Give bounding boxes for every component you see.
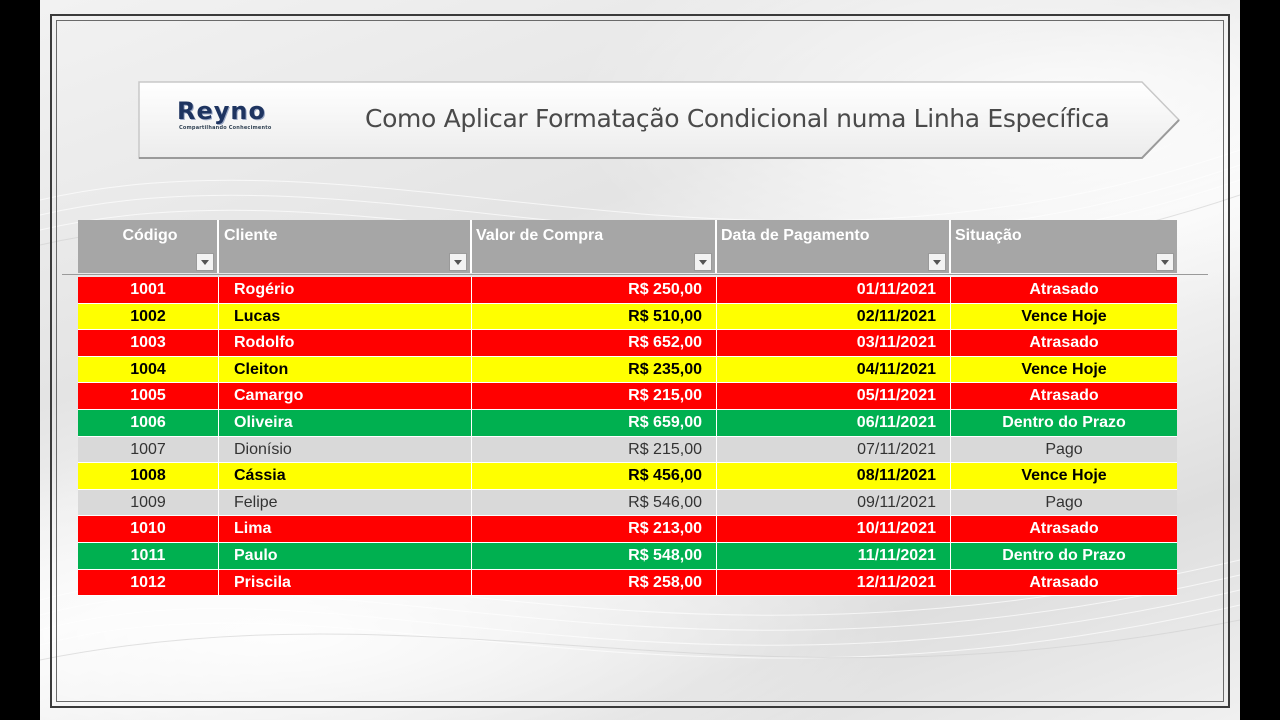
cell-cliente[interactable]: Felipe [219, 490, 472, 517]
cell-data[interactable]: 01/11/2021 [717, 277, 951, 304]
cell-codigo[interactable]: 1004 [78, 357, 219, 384]
cell-situacao[interactable]: Dentro do Prazo [951, 543, 1177, 570]
table-row[interactable] [78, 437, 1177, 464]
table-row[interactable] [78, 277, 1177, 304]
header-label: Código [122, 227, 178, 244]
cell-data[interactable]: 07/11/2021 [717, 437, 951, 464]
table-header-row [78, 220, 1177, 273]
header-codigo [78, 220, 219, 273]
cell-cliente[interactable]: Lima [219, 516, 472, 543]
cell-situacao[interactable]: Vence Hoje [951, 463, 1177, 490]
table-row[interactable] [78, 463, 1177, 490]
cell-codigo[interactable]: 1001 [78, 277, 219, 304]
cell-data[interactable]: 12/11/2021 [717, 570, 951, 597]
cell-codigo[interactable]: 1003 [78, 330, 219, 357]
cell-valor[interactable]: R$ 546,00 [472, 490, 717, 517]
table-row[interactable] [78, 383, 1177, 410]
cell-data[interactable]: 02/11/2021 [717, 304, 951, 331]
table-row[interactable] [78, 410, 1177, 437]
header-label: Situação [955, 227, 1022, 244]
header-data [717, 220, 951, 273]
cell-data[interactable]: 05/11/2021 [717, 383, 951, 410]
logo-tagline: Compartilhando Conhecimento [179, 125, 272, 131]
cell-situacao[interactable]: Pago [951, 437, 1177, 464]
header-divider [62, 274, 1208, 275]
header-cliente [219, 220, 472, 273]
cell-valor[interactable]: R$ 258,00 [472, 570, 717, 597]
cell-cliente[interactable]: Priscila [219, 570, 472, 597]
header-valor [472, 220, 717, 273]
cell-situacao[interactable]: Atrasado [951, 277, 1177, 304]
cell-cliente[interactable]: Paulo [219, 543, 472, 570]
cell-valor[interactable]: R$ 215,00 [472, 437, 717, 464]
cell-cliente[interactable]: Camargo [219, 383, 472, 410]
cell-valor[interactable]: R$ 215,00 [472, 383, 717, 410]
filter-dropdown-button[interactable] [1156, 253, 1174, 271]
header-label: Valor de Compra [476, 227, 604, 244]
title-banner [137, 80, 1182, 160]
cell-codigo[interactable]: 1006 [78, 410, 219, 437]
cell-codigo[interactable]: 1007 [78, 437, 219, 464]
cell-valor[interactable]: R$ 510,00 [472, 304, 717, 331]
cell-cliente[interactable]: Rodolfo [219, 330, 472, 357]
cell-codigo[interactable]: 1002 [78, 304, 219, 331]
cell-codigo[interactable]: 1009 [78, 490, 219, 517]
table-row[interactable] [78, 330, 1177, 357]
cell-situacao[interactable]: Vence Hoje [951, 357, 1177, 384]
cell-cliente[interactable]: Rogério [219, 277, 472, 304]
cell-data[interactable]: 08/11/2021 [717, 463, 951, 490]
table-row[interactable] [78, 490, 1177, 517]
header-label: Cliente [224, 227, 278, 244]
cell-codigo[interactable]: 1008 [78, 463, 219, 490]
table-row[interactable] [78, 543, 1177, 570]
cell-situacao[interactable]: Atrasado [951, 516, 1177, 543]
cell-data[interactable]: 10/11/2021 [717, 516, 951, 543]
cell-situacao[interactable]: Pago [951, 490, 1177, 517]
cell-situacao[interactable]: Atrasado [951, 330, 1177, 357]
filter-dropdown-button[interactable] [449, 253, 467, 271]
table-row[interactable] [78, 516, 1177, 543]
cell-codigo[interactable]: 1011 [78, 543, 219, 570]
cell-data[interactable]: 11/11/2021 [717, 543, 951, 570]
cell-cliente[interactable]: Lucas [219, 304, 472, 331]
cell-valor[interactable]: R$ 250,00 [472, 277, 717, 304]
cell-valor[interactable]: R$ 213,00 [472, 516, 717, 543]
cell-valor[interactable]: R$ 659,00 [472, 410, 717, 437]
cell-valor[interactable]: R$ 456,00 [472, 463, 717, 490]
cell-cliente[interactable]: Cleiton [219, 357, 472, 384]
cell-cliente[interactable]: Oliveira [219, 410, 472, 437]
cell-valor[interactable]: R$ 548,00 [472, 543, 717, 570]
cell-data[interactable]: 09/11/2021 [717, 490, 951, 517]
table-body [78, 277, 1177, 596]
cell-codigo[interactable]: 1012 [78, 570, 219, 597]
slide [40, 0, 1240, 720]
table-row[interactable] [78, 357, 1177, 384]
page-title: Como Aplicar Formatação Condicional numa Linha Específica [365, 104, 1110, 133]
logo-wordmark: Reyno [177, 97, 266, 125]
cell-cliente[interactable]: Dionísio [219, 437, 472, 464]
reyno-logo [177, 98, 297, 138]
cell-valor[interactable]: R$ 652,00 [472, 330, 717, 357]
filter-dropdown-button[interactable] [196, 253, 214, 271]
filter-dropdown-button[interactable] [694, 253, 712, 271]
header-label: Data de Pagamento [721, 227, 870, 244]
data-table [78, 220, 1177, 596]
cell-situacao[interactable]: Atrasado [951, 570, 1177, 597]
cell-data[interactable]: 03/11/2021 [717, 330, 951, 357]
cell-codigo[interactable]: 1010 [78, 516, 219, 543]
cell-situacao[interactable]: Dentro do Prazo [951, 410, 1177, 437]
cell-data[interactable]: 06/11/2021 [717, 410, 951, 437]
cell-data[interactable]: 04/11/2021 [717, 357, 951, 384]
table-row[interactable] [78, 570, 1177, 597]
cell-situacao[interactable]: Atrasado [951, 383, 1177, 410]
cell-codigo[interactable]: 1005 [78, 383, 219, 410]
table-row[interactable] [78, 304, 1177, 331]
cell-cliente[interactable]: Cássia [219, 463, 472, 490]
cell-valor[interactable]: R$ 235,00 [472, 357, 717, 384]
cell-situacao[interactable]: Vence Hoje [951, 304, 1177, 331]
header-situacao [951, 220, 1177, 273]
filter-dropdown-button[interactable] [928, 253, 946, 271]
